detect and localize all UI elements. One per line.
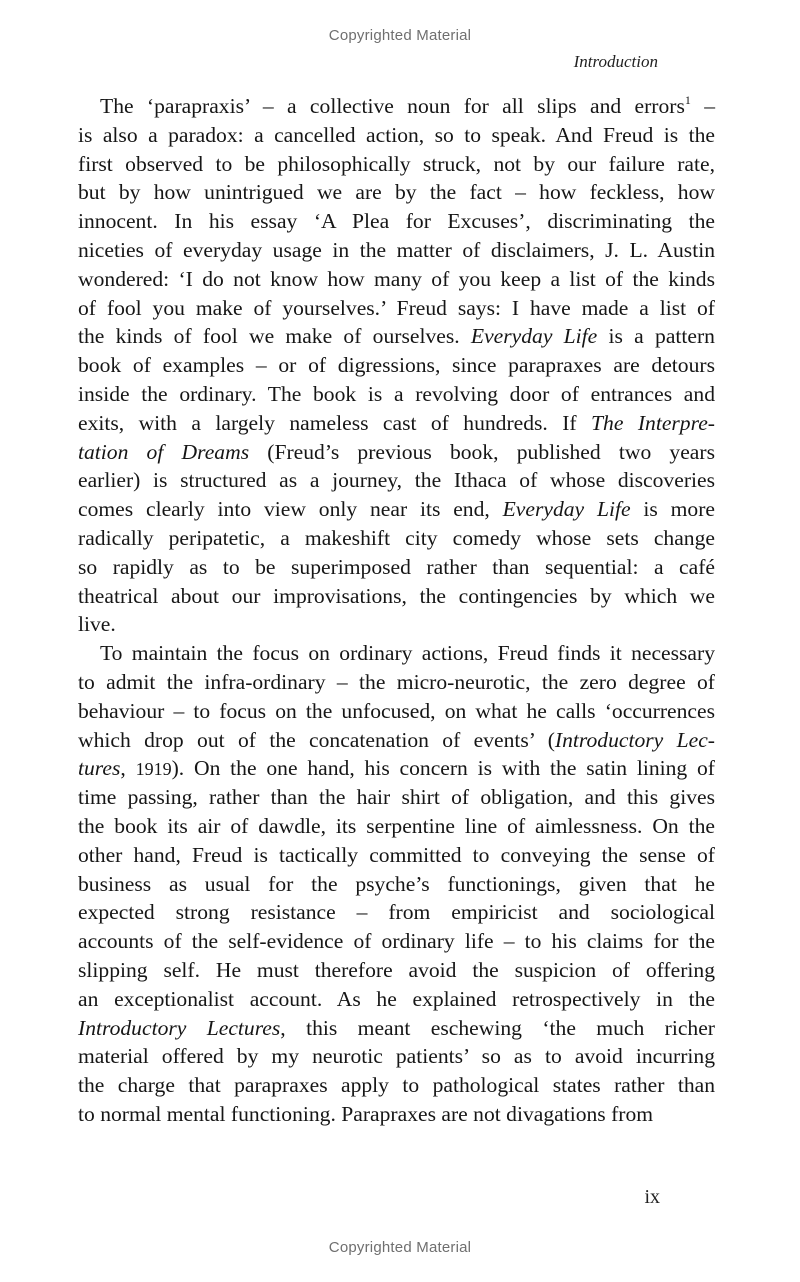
text-run: slipping self. He must therefore avoid the suspicion of offering — [78, 957, 715, 982]
text-line — [78, 812, 715, 841]
text-line — [78, 639, 715, 668]
text-run: , — [120, 756, 136, 781]
year-number: 1919 — [135, 759, 172, 780]
text-line — [78, 898, 715, 927]
footnote-marker: 1 — [684, 93, 691, 107]
text-run: ). On the one hand, his concern is with the satin lining of — [171, 756, 716, 781]
text-run: expected strong resistance – from empiricist and sociological — [78, 900, 715, 925]
italic-title: Everyday Life — [470, 324, 598, 349]
text-line — [78, 754, 715, 783]
text-run: first observed to be philosophically struck, not by our failure rate, — [78, 151, 715, 176]
text-run: inside the ordinary. The book is a revolving door of entrances and — [78, 381, 715, 406]
text-run: material offered by my neurotic patients’ so as to avoid incurring — [78, 1044, 715, 1069]
text-line — [78, 466, 715, 495]
text-run: The ‘parapraxis’ – a collective noun for all slips and errors — [100, 94, 685, 118]
text-run: but by how unintrigued we are by the fact – how feckless, how — [78, 180, 715, 205]
text-line — [78, 697, 715, 726]
watermark-top: Copyrighted Material — [328, 27, 472, 44]
page-number: ix — [644, 1186, 660, 1208]
text-run: the charge that parapraxes apply to pathological states rather than — [78, 1073, 715, 1098]
text-line — [78, 265, 715, 294]
text-run: is a pattern — [597, 324, 715, 349]
text-line — [78, 150, 715, 179]
text-run: live. — [78, 612, 116, 637]
text-run: – — [690, 94, 715, 118]
italic-title: Introductory Lectures — [78, 1015, 281, 1040]
text-line — [78, 438, 715, 467]
text-run: is more — [630, 497, 715, 522]
text-line — [78, 726, 715, 755]
text-line — [78, 178, 715, 207]
italic-title: tation of Dreams — [78, 439, 250, 464]
text-line — [78, 236, 715, 265]
text-line — [78, 610, 715, 639]
text-line — [78, 582, 715, 611]
text-line — [78, 322, 715, 351]
text-line — [78, 927, 715, 956]
text-run: behaviour – to focus on the unfocused, on what he calls ‘occurrences — [78, 698, 715, 723]
text-line — [78, 294, 715, 323]
text-line — [78, 553, 715, 582]
text-run: To maintain the focus on ordinary actions, Freud finds it necessary — [100, 641, 715, 666]
text-run: accounts of the self-evidence of ordinary life – to his claims for the — [78, 929, 715, 954]
text-run: to normal mental functioning. Parapraxes are not divagations from — [78, 1101, 654, 1126]
text-line — [78, 870, 715, 899]
watermark-bottom: Copyrighted Material — [328, 1239, 472, 1256]
text-run: so rapidly as to be superimposed rather than sequential: a café — [78, 554, 715, 579]
text-line — [78, 495, 715, 524]
text-line — [78, 524, 715, 553]
paragraph — [78, 639, 715, 1129]
paragraph — [78, 92, 715, 639]
text-run: niceties of everyday usage in the matter of disclaimers, J. L. Austin — [78, 237, 715, 262]
text-line — [78, 985, 715, 1014]
text-line — [78, 409, 715, 438]
body-text — [78, 92, 715, 1129]
text-run: to admit the infra-ordinary – the micro-neurotic, the zero degree of — [78, 669, 715, 694]
text-run: an exceptionalist account. As he explained retrospectively in the — [78, 986, 715, 1011]
text-line — [78, 380, 715, 409]
italic-title: tures — [78, 756, 121, 781]
text-line — [78, 783, 715, 812]
text-line — [78, 351, 715, 380]
text-line — [78, 1100, 715, 1129]
text-line — [78, 207, 715, 236]
text-run: business as usual for the psyche’s functionings, given that he — [78, 871, 715, 896]
text-run: (Freud’s previous book, published two years — [249, 439, 715, 464]
text-run: comes clearly into view only near its end, — [78, 497, 503, 522]
text-line — [78, 1014, 715, 1043]
text-run: which drop out of the concatenation of events’ ( — [78, 727, 555, 752]
text-run: radically peripatetic, a makeshift city comedy whose sets change — [78, 525, 715, 550]
text-line — [78, 1042, 715, 1071]
italic-title: Introductory Lec- — [554, 727, 715, 752]
text-line — [78, 121, 715, 150]
text-run: earlier) is structured as a journey, the Ithaca of whose discoveries — [78, 468, 715, 493]
text-run: of fool you make of yourselves.’ Freud says: I have made a list of — [78, 295, 715, 320]
text-line — [78, 1071, 715, 1100]
text-line — [78, 668, 715, 697]
italic-title: The Interpre- — [591, 410, 715, 435]
text-run: exits, with a largely nameless cast of hundreds. If — [78, 410, 592, 435]
text-run: other hand, Freud is tactically committed to conveying the sense of — [78, 842, 715, 867]
italic-title: Everyday Life — [502, 497, 631, 522]
text-run: theatrical about our improvisations, the contingencies by which we — [78, 583, 715, 608]
text-line — [78, 956, 715, 985]
text-run: wondered: ‘I do not know how many of you keep a list of the kinds — [78, 266, 715, 291]
text-run: time passing, rather than the hair shirt of obligation, and this gives — [78, 785, 715, 810]
text-run: is also a paradox: a cancelled action, so to speak. And Freud is the — [78, 122, 715, 147]
text-line — [78, 841, 715, 870]
text-run: book of examples – or of digressions, since parapraxes are detours — [78, 353, 715, 378]
text-run: the kinds of fool we make of ourselves. — [78, 324, 471, 349]
text-run: , this meant eschewing ‘the much richer — [280, 1015, 715, 1040]
running-head: Introduction — [573, 52, 658, 71]
text-run: innocent. In his essay ‘A Plea for Excuses’, discriminating the — [78, 209, 715, 234]
text-line — [78, 92, 715, 121]
text-run: the book its air of dawdle, its serpentine line of aimlessness. On the — [78, 813, 715, 838]
